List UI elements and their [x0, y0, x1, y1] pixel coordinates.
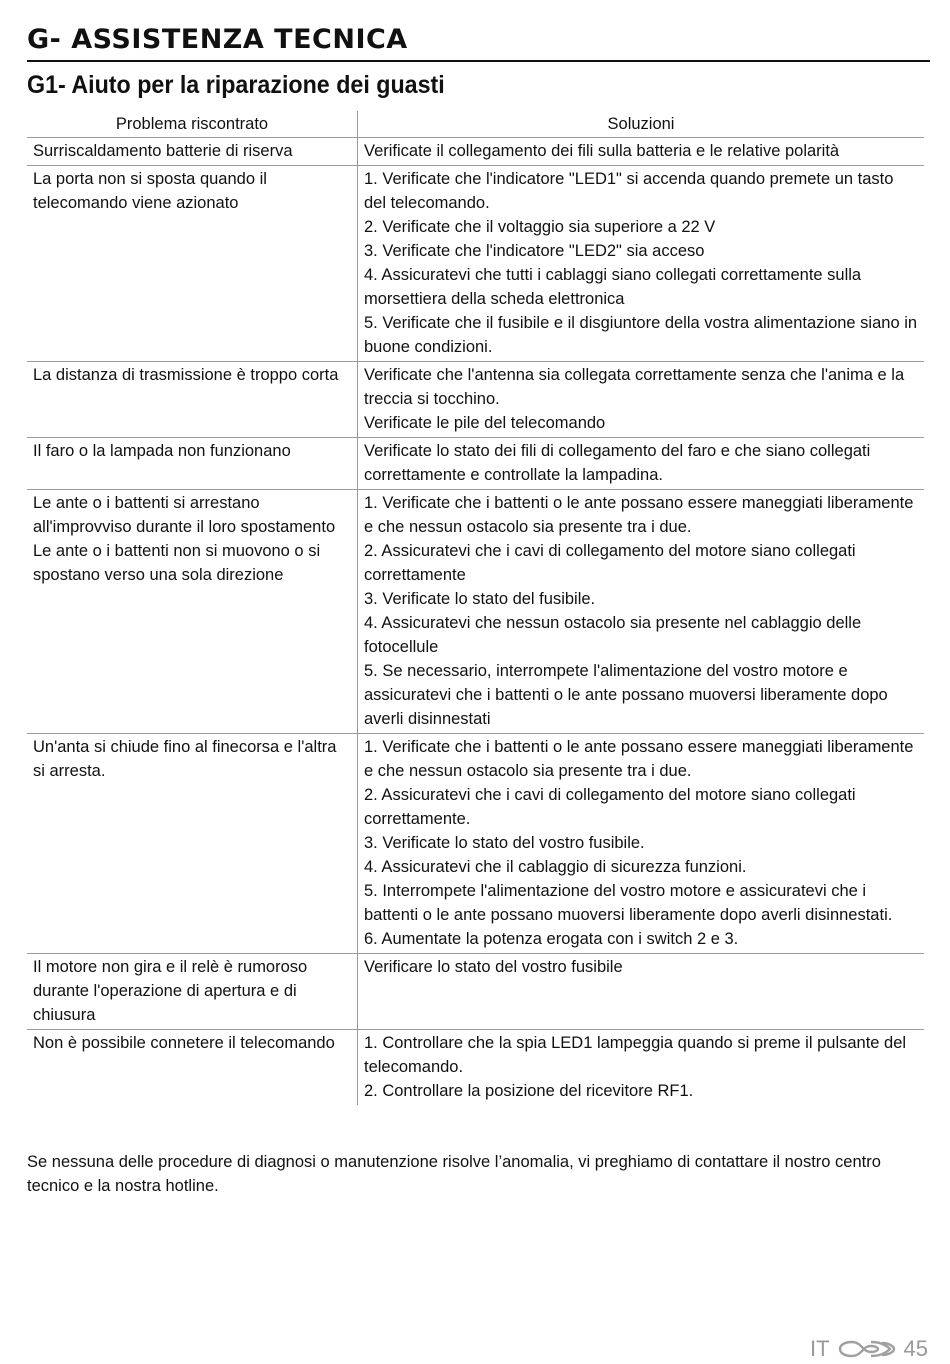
solution-step: Verificare lo stato del vostro fusibile [364, 958, 623, 976]
solution-step: 5. Se necessario, interrompete l'alimentazione del vostro motore e assicuratevi che i battenti o le ante possano muoversi liberamente dopo averli disinnestati [364, 662, 888, 728]
solutions-cell [358, 138, 925, 166]
problem-cell: Un'anta si chiude fino al finecorsa e l'altra si arresta. [27, 734, 358, 954]
problem-cell: Il faro o la lampada non funzionano [27, 438, 358, 490]
solution-step: 6. Aumentate la potenza erogata con i switch 2 e 3. [364, 930, 739, 948]
solutions-cell [358, 1030, 925, 1106]
problem-cell: Il motore non gira e il relè è rumoroso durante l'operazione di apertura e di chiusura [27, 954, 358, 1030]
solution-step: 2. Assicuratevi che i cavi di collegamento del motore siano collegati correttamente [364, 542, 856, 584]
troubleshooting-table [27, 111, 924, 1105]
solution-step: 1. Controllare che la spia LED1 lampeggia quando si preme il pulsante del telecomando. [364, 1034, 907, 1076]
solution-step: 2. Controllare la posizione del ricevitore RF1. [364, 1082, 694, 1100]
section-divider [27, 60, 930, 62]
language-code: IT [809, 1336, 830, 1361]
table-row [27, 138, 924, 166]
solution-step: 4. Assicuratevi che il cablaggio di sicurezza funzioni. [364, 858, 747, 876]
table-row [27, 734, 924, 954]
solution-step: 4. Assicuratevi che nessun ostacolo sia presente nel cablaggio delle fotocellule [364, 614, 862, 656]
solution-step: 3. Verificate lo stato del vostro fusibile. [364, 834, 645, 852]
problem-cell: Non è possibile connetere il telecomando [27, 1030, 358, 1106]
solution-step: 2. Verificate che il voltaggio sia superiore a 22 V [364, 218, 716, 236]
problem-cell: La distanza di trasmissione è troppo corta [27, 362, 358, 438]
solution-step: Verificate le pile del telecomando [364, 414, 606, 432]
page-number: 45 [903, 1336, 928, 1361]
solutions-cell [358, 490, 925, 734]
solutions-cell [358, 954, 925, 1030]
problem-cell: Surriscaldamento batterie di riserva [27, 138, 358, 166]
section-title: G- ASSISTENZA TECNICA [27, 24, 408, 55]
solution-step: 1. Verificate che i battenti o le ante possano essere maneggiati liberamente e che nessun ostacolo sia presente tra i due. [364, 738, 914, 780]
table-header [27, 111, 924, 138]
table-row [27, 954, 924, 1030]
solution-step: 1. Verificate che i battenti o le ante possano essere maneggiati liberamente e che nessun ostacolo sia presente tra i due. [364, 494, 914, 536]
solution-step: 2. Assicuratevi che i cavi di collegamento del motore siano collegati correttamente. [364, 786, 856, 828]
problem-cell: Le ante o i battenti si arrestano all'improvviso durante il loro spostamento Le ante o i battenti non si muovono o si spostano verso una sola direzione [27, 490, 358, 734]
column-header-problem: Problema riscontrato [27, 111, 358, 138]
solutions-cell [358, 362, 925, 438]
solutions-cell [358, 734, 925, 954]
solution-step: 5. Interrompete l'alimentazione del vostro motore e assicuratevi che i battenti o le ante possano muoversi liberamente dopo averli disinnestati. [364, 882, 893, 924]
brand-logo-icon [838, 1337, 896, 1361]
problem-cell: La porta non si sposta quando il telecomando viene azionato [27, 166, 358, 362]
solutions-cell [358, 166, 925, 362]
solution-step: Verificate lo stato dei fili di collegamento del faro e che siano collegati correttamente e controllate la lampadina. [364, 442, 871, 484]
solutions-cell [358, 438, 925, 490]
subsection-title: G1- Aiuto per la riparazione dei guasti [27, 71, 445, 99]
solution-step: 5. Verificate che il fusibile e il disgiuntore della vostra alimentazione siano in buone condizioni. [364, 314, 918, 356]
solution-step: 1. Verificate che l'indicatore "LED1" si accenda quando premete un tasto del telecomando. [364, 170, 894, 212]
table-row [27, 1030, 924, 1106]
table-row [27, 362, 924, 438]
page-footer [810, 1336, 928, 1362]
solution-step: Verificate il collegamento dei fili sulla batteria e le relative polarità [364, 142, 840, 160]
solution-step: 4. Assicuratevi che tutti i cablaggi siano collegati correttamente sulla morsettiera della scheda elettronica [364, 266, 862, 308]
solution-step: Verificate che l'antenna sia collegata correttamente senza che l'anima e la treccia si tocchino. [364, 366, 905, 408]
solution-step: 3. Verificate che l'indicatore "LED2" sia acceso [364, 242, 705, 260]
table-body [27, 138, 924, 1106]
table-row [27, 166, 924, 362]
table-row [27, 490, 924, 734]
solution-step: 3. Verificate lo stato del fusibile. [364, 590, 596, 608]
support-contact-note: Se nessuna delle procedure di diagnosi o manutenzione risolve l’anomalia, vi preghiamo di contattare il nostro centro tecnico e la nostra hotline. [27, 1153, 881, 1195]
column-header-solutions: Soluzioni [358, 111, 925, 138]
table-header-row [27, 111, 924, 138]
table-row [27, 438, 924, 490]
